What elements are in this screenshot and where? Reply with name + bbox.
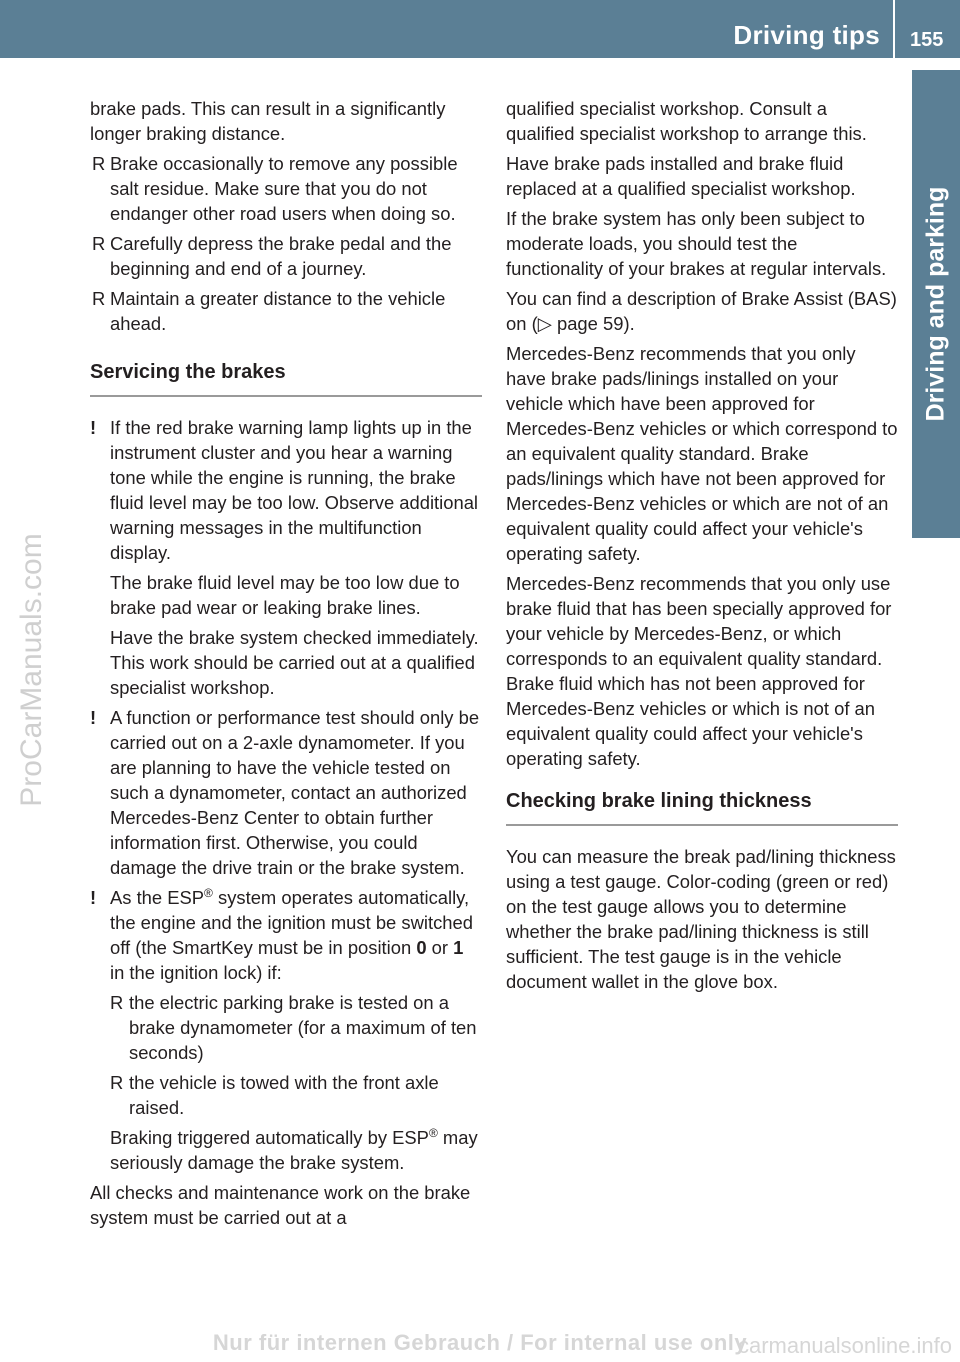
registered-mark: ® [428, 1125, 438, 1140]
note-paragraph: Have the brake system checked immediately. This work should be carried out at a qualified specialist workshop. [110, 627, 479, 698]
note-paragraph: Braking triggered automatically by ESP® may seriously damage the brake system. [110, 1125, 478, 1173]
bullet-marker: R [110, 1072, 124, 1093]
body-paragraph: You can find a description of Brake Assist (BAS) on (▷ page 59). [506, 288, 897, 334]
bullet-text: the electric parking brake is tested on a brake dynamometer (for a maximum of ten seconds) [129, 992, 477, 1063]
bullet-item [110, 1070, 482, 1120]
body-paragraph: Mercedes-Benz recommends that you only use brake fluid that has been specially approved for your vehicle by Mercedes-Benz, or which corresponds to an equivalent quality standard. Brake fluid which has not been approved for Mercedes-Benz vehicles or which is not of an equivalent quality could affect your vehicle's operating safety. [506, 573, 892, 769]
chapter-side-tab-label: Driving and parking [921, 186, 950, 422]
note-block [90, 705, 482, 880]
note-icon: ! [90, 417, 97, 438]
bullet-item [90, 231, 482, 281]
side-watermark: ProCarManuals.com [15, 533, 48, 807]
note-block [90, 885, 482, 1175]
note-icon: ! [90, 707, 97, 728]
page-ref-arrow-icon: ▷ [537, 313, 552, 334]
bullet-text: Brake occasionally to remove any possible salt residue. Make sure that you do not endanger other road users when doing so. [110, 153, 458, 224]
note-paragraph: As the ESP® system operates automatically, the engine and the ignition must be switched off (the SmartKey must be in position 0 or 1 in the ignition lock) if: [110, 885, 473, 983]
registered-mark: ® [204, 885, 213, 900]
body-paragraph: Have brake pads installed and brake fluid replaced at a qualified specialist workshop. [506, 153, 856, 199]
body-paragraph: If the brake system has only been subject to moderate loads, you should test the functionality of your brakes at regular intervals. [506, 208, 887, 279]
bullet-marker: R [110, 992, 124, 1013]
key-position-1: 1 [453, 937, 464, 958]
key-position-0: 0 [416, 937, 427, 958]
closing-paragraph: All checks and maintenance work on the brake system must be carried out at a [90, 1182, 471, 1228]
intro-paragraph: brake pads. This can result in a significantly longer braking distance. [90, 98, 446, 144]
bullet-text: Maintain a greater distance to the vehicle ahead. [110, 288, 446, 334]
right-column [506, 96, 898, 999]
site-watermark: carmanualsonline.info [737, 1333, 952, 1358]
body-paragraph: qualified specialist workshop. Consult a qualified specialist workshop to arrange this. [506, 98, 867, 144]
note-paragraph: If the red brake warning lamp lights up in the instrument cluster and you hear a warning tone while the engine is running, the brake fluid level may be too low. Observe additional warning messages in the multifunction display. [110, 417, 479, 563]
bullet-item [110, 990, 482, 1065]
section-heading-servicing: Servicing the brakes [90, 360, 482, 397]
left-column [90, 96, 482, 1235]
bullet-marker: R [92, 233, 106, 254]
note-paragraph: The brake fluid level may be too low due to brake pad wear or leaking brake lines. [110, 572, 460, 618]
header-divider [893, 0, 895, 58]
body-paragraph: You can measure the break pad/lining thickness using a test gauge. Color-coding (green or red) on the test gauge allows you to determine whether the brake pad/lining thickness is still sufficient. The test gauge is in the vehicle document wallet in the glove box. [506, 846, 896, 992]
bullet-marker: R [92, 153, 106, 174]
page-header-title: Driving tips [733, 20, 880, 50]
note-icon: ! [90, 887, 97, 908]
body-paragraph: Mercedes-Benz recommends that you only have brake pads/linings installed on your vehicle which have been approved for Mercedes-Benz vehicles or which correspond to an equivalent quality standard. Brake pads/linings which have not been approved for Mercedes-Benz vehicles or which are not of an equivalent quality could affect your vehicle's operating safety. [506, 343, 898, 564]
bullet-item [90, 286, 482, 336]
bullet-marker: R [92, 288, 106, 309]
page-number: 155 [910, 29, 944, 51]
bullet-item [90, 151, 482, 226]
note-block [90, 415, 482, 700]
bullet-text: Carefully depress the brake pedal and the beginning and end of a journey. [110, 233, 452, 279]
note-paragraph: A function or performance test should only be carried out on a 2-axle dynamometer. If you are planning to have the vehicle tested on such a dynamometer, contact an authorized Mercedes-Benz Center to obtain further information first. Otherwise, you could damage the drive train or the brake system. [110, 707, 480, 878]
section-heading-lining: Checking brake lining thickness [506, 789, 898, 826]
footer-watermark: Nur für internen Gebrauch / For internal use only [212, 1330, 748, 1355]
bullet-text: the vehicle is towed with the front axle raised. [129, 1072, 439, 1118]
